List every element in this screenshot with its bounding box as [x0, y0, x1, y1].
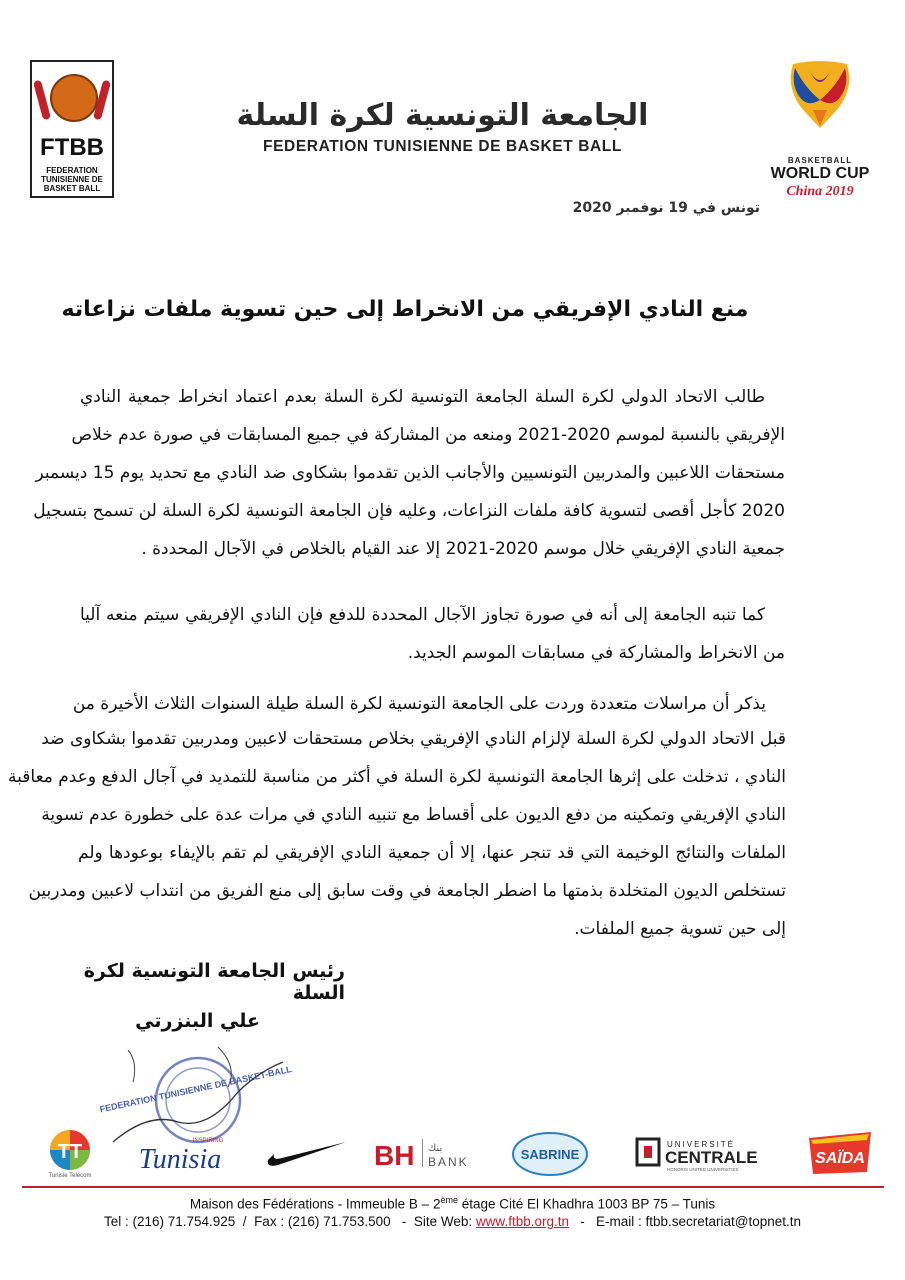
saida-logo [805, 1125, 875, 1180]
tunisia-logo [130, 1125, 230, 1180]
uc-sub-text: HONORIS UNITED UNIVERSITIES [667, 1166, 739, 1172]
address-superscript: ème [440, 1195, 458, 1205]
fiba-line-1: BASKETBALL [787, 156, 853, 165]
paragraph-line: النادي الإفريقي وتمكينه من دفع الديون على أقساط مع تنبيه النادي في مرات عدة على خطورة عدم تسوية [41, 805, 786, 825]
nike-logo [262, 1125, 352, 1180]
tt-sub-text: Tunisie Telecom [48, 1172, 92, 1179]
uc-main-text: CENTRALE [665, 1147, 758, 1167]
universite-centrale-logo [635, 1125, 765, 1180]
paragraph-line: يذكر أن مراسلات متعددة وردت على الجامعة التونسية لكرة السلة طيلة السنوات الثلاث الأخيرة من [72, 694, 766, 714]
sabrine-text: SABRINE [520, 1146, 580, 1162]
paragraph-line: 2020 كأجل أقصى لتسوية كافة ملفات النزاعات، وعليه فإن الجامعة التونسية لكرة السلة لن تسمح بتسجيل [33, 501, 785, 521]
website-link[interactable]: www.ftbb.org.tn [475, 1214, 569, 1229]
basketball-icon [50, 74, 98, 122]
contact-email: - E-mail : ftbb.secretariat@topnet.tn [568, 1214, 802, 1229]
footer-contact [20, 1214, 885, 1229]
paragraph-2 [80, 596, 785, 672]
paragraph-line: النادي ، تدخلت على إثرها الجامعة التونسية لكرة السلة في أكثر من مناسبة للتمديد في آجال الدفع وعدم معاقبة [8, 767, 786, 787]
federation-name-french: FEDERATION TUNISIENNE DE BASKET BALL [263, 138, 622, 155]
document-date: تونس في 19 نوفمبر 2020 [572, 200, 760, 216]
paragraph-line: مستحقات اللاعبين والمدربين التونسيين والأجانب الذين تقدموا بشكاوى ضد النادي مع تحديد يوم 15 ديسمبر [35, 463, 785, 483]
paragraph-3 [8, 689, 786, 948]
uc-top-text: UNIVERSITÉ [667, 1139, 736, 1149]
ftbb-abbr: FTBB [40, 134, 104, 161]
bh-bank-text: BANK [428, 1154, 469, 1169]
paragraph-line: الإفريقي بالنسبة لموسم 2020-2021 ومنعه من المشاركة في جميع المسابقات في صورة عدم خلاص [71, 425, 785, 445]
paragraph-line: جمعية النادي الإفريقي خلال موسم 2020-2021 إلا عند القيام بالخلاص في الآجال المحددة . [141, 539, 785, 559]
footer-address [20, 1195, 885, 1212]
paragraph-1 [33, 378, 785, 568]
federation-name-arabic: الجامعة التونسية لكرة السلة [236, 98, 649, 133]
bh-bank-logo-mark [372, 1133, 482, 1173]
world-cup-trophy-icon [785, 60, 855, 130]
saida-logo-mark [805, 1128, 875, 1178]
paragraph-line: تستخلص الديون المتخلدة بذمتها ما اضطر الجامعة في وقت سابق إلى منع الفريق من انتداب لاعبين ومدربين [28, 881, 786, 901]
bh-text: BH [374, 1139, 415, 1171]
contact-phone-fax: Tel : (216) 71.754.925 / Fax : (216) 71.753.500 - Site Web: [103, 1214, 476, 1229]
address-part-1: Maison des Fédérations - Immeuble B – 2 [189, 1196, 441, 1212]
ftbb-logo [30, 60, 114, 198]
tt-text: TT [57, 1140, 83, 1163]
fiba-line-3: China 2019 [786, 184, 854, 199]
ftbb-full-name [32, 166, 112, 193]
paragraph-line: كما تنبه الجامعة إلى أنه في صورة تجاوز الآجال المحددة للدفع فإن النادي الإفريقي سيتم منعه آليا [80, 605, 765, 625]
tt-logo-mark [35, 1128, 105, 1178]
universite-centrale-logo-mark [635, 1133, 765, 1173]
tunisia-text: Tunisia [138, 1143, 222, 1175]
ftbb-full-line-2: TUNISIENNE DE [41, 175, 103, 184]
footer-divider [22, 1186, 884, 1188]
stamp-text: FEDERATION TUNISIENNE DE BASKET-BALL [98, 1063, 293, 1115]
tunisia-sub-text: INSPIRING [192, 1137, 224, 1144]
fiba-line-2: WORLD CUP [770, 165, 870, 182]
paragraph-line: من الانخراط والمشاركة في مسابقات الموسم الجديد. [407, 643, 785, 663]
ftbb-full-line-3: BASKET BALL [43, 184, 101, 193]
signature-title: رئيس الجامعة التونسية لكرة السلة [83, 960, 345, 1004]
document-title: منع النادي الإفريقي من الانخراط إلى حين تسوية ملفات نزاعاته [61, 297, 749, 322]
tunisia-logo-mark [130, 1128, 230, 1178]
nike-swoosh-icon [266, 1138, 348, 1168]
paragraph-line: إلى حين تسوية جميع الملفات. [574, 919, 786, 939]
signature-name: علي البنزرتي [135, 1010, 260, 1032]
paragraph-line: قبل الاتحاد الدولي لكرة السلة لإلزام النادي الإفريقي بخلاص مستحقات لاعبين ومدربين تقدموا بشكاوى ضد [41, 729, 786, 749]
tunisie-telecom-logo [30, 1125, 110, 1180]
sabrine-logo-mark [510, 1128, 590, 1178]
logo-arm-left [33, 80, 51, 121]
address-part-2: étage Cité El Khadhra 1003 BP 75 – Tunis [457, 1196, 716, 1212]
bh-bank-logo [372, 1125, 482, 1180]
ftbb-full-line-1: FEDERATION [46, 166, 98, 175]
paragraph-line: الملفات والنتائج الوخيمة التي قد تنجر عنها، إلا أن جمعية النادي الإفريقي لم تقم بالإيفاء بوعودها ولم [78, 843, 786, 863]
bh-arabic-text: بنك [428, 1142, 443, 1154]
saida-text: SAÏDA [815, 1149, 865, 1167]
paragraph-line: طالب الاتحاد الدولي لكرة السلة الجامعة التونسية لكرة السلة بعدم اعتماد انخراط جمعية النادي [80, 387, 765, 407]
sabrine-logo [510, 1125, 590, 1180]
fiba-world-cup-logo [770, 60, 870, 205]
